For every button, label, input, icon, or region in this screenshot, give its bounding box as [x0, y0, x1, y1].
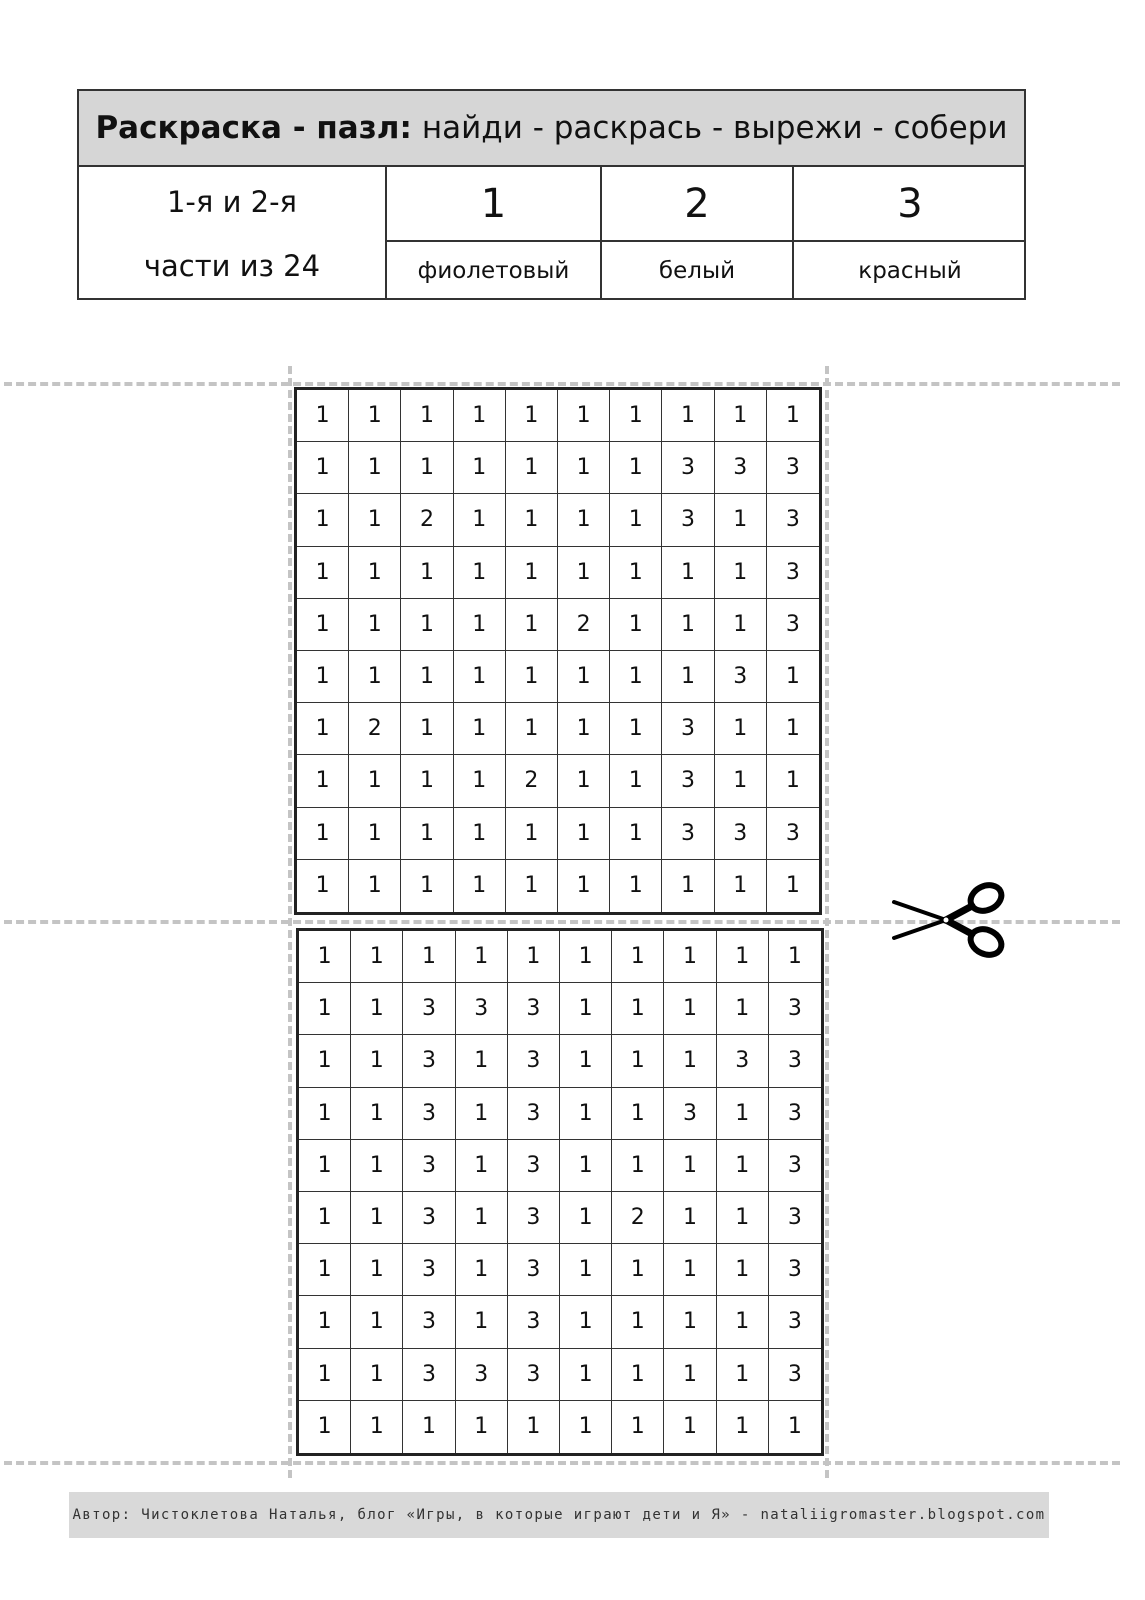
grid-cell: 1: [717, 931, 769, 983]
legend-number-3: 3: [794, 167, 1026, 242]
grid-cell: 1: [560, 1349, 612, 1401]
grid-cell: 1: [351, 1244, 403, 1296]
grid-cell: 1: [403, 1401, 455, 1453]
grid-cell: 3: [715, 808, 767, 860]
grid-cell: 3: [715, 651, 767, 703]
cut-line-right: [825, 366, 829, 1478]
grid-cell: 1: [612, 1401, 664, 1453]
grid-cell: 3: [767, 494, 819, 546]
grid-cell: 3: [767, 808, 819, 860]
grid-cell: 3: [508, 1349, 560, 1401]
grid-cell: 1: [401, 703, 453, 755]
legend-number-1: 1: [387, 167, 602, 242]
grid-cell: 1: [560, 931, 612, 983]
grid-cell: 1: [351, 1035, 403, 1087]
grid-cell: 1: [454, 703, 506, 755]
grid-cell: 3: [769, 1296, 821, 1348]
grid-cell: 1: [612, 1140, 664, 1192]
grid-cell: 3: [767, 442, 819, 494]
grid-cell: 1: [717, 1401, 769, 1453]
grid-cell: 1: [506, 860, 558, 912]
grid-cell: 1: [351, 1349, 403, 1401]
grid-cell: 1: [664, 1140, 716, 1192]
grid-cell: 1: [456, 1244, 508, 1296]
grid-cell: 1: [349, 442, 401, 494]
title-row: [79, 91, 1024, 167]
grid-cell: 3: [403, 983, 455, 1035]
grid-cell: 1: [349, 808, 401, 860]
grid-cell: 3: [403, 1349, 455, 1401]
grid-cell: 3: [403, 1140, 455, 1192]
grid-cell: 1: [767, 703, 819, 755]
grid-cell: 1: [454, 599, 506, 651]
grid-cell: 1: [612, 1035, 664, 1087]
grid-cell: 1: [560, 1296, 612, 1348]
grid-cell: 1: [787, 1414, 802, 1440]
grid-cell: 3: [715, 442, 767, 494]
grid-cell: 3: [508, 1140, 560, 1192]
grid-cell: 1: [508, 1401, 560, 1453]
grid-cell: 1: [454, 860, 506, 912]
title-bold: Раскраска - пазл:: [95, 110, 412, 146]
grid-cell: 2: [558, 599, 610, 651]
grid-cell: 1: [506, 703, 558, 755]
grid-cell: 1: [612, 931, 664, 983]
parts-cell: [79, 167, 387, 300]
grid-cell: 1: [662, 599, 714, 651]
grid-cell: 1: [610, 494, 662, 546]
grid-cell: 1: [610, 651, 662, 703]
grid-cell: 1: [454, 651, 506, 703]
grid-cell: 1: [297, 808, 349, 860]
grid-cell: 1: [297, 494, 349, 546]
grid-cell: 1: [717, 983, 769, 1035]
grid-cell: 3: [456, 1349, 508, 1401]
grid-cell: 3: [662, 703, 714, 755]
grid-cell: 3: [403, 1192, 455, 1244]
grid-cell: 1: [715, 494, 767, 546]
grid-cell: 1: [297, 599, 349, 651]
grid-cell: 3: [403, 1035, 455, 1087]
grid-cell: 1: [610, 860, 662, 912]
grid-cell: 1: [456, 1296, 508, 1348]
header-table: [77, 89, 1026, 300]
grid-cell: 1: [299, 1349, 351, 1401]
grid-cell: 1: [351, 1088, 403, 1140]
grid-cell: 1: [664, 1401, 716, 1453]
grid-cell: 2: [401, 494, 453, 546]
grid-cell: 1: [560, 1192, 612, 1244]
grid-cell: 1: [717, 1088, 769, 1140]
puzzle-grid-part-1: [294, 387, 822, 915]
grid-cell: 1: [610, 547, 662, 599]
grid-cell: 1: [299, 1296, 351, 1348]
grid-cell: 3: [508, 1192, 560, 1244]
grid-cell: 1: [717, 1244, 769, 1296]
grid-cell: 1: [456, 1140, 508, 1192]
grid-cell: 1: [558, 808, 610, 860]
grid-cell: 1: [297, 547, 349, 599]
grid-cell: 1: [662, 547, 714, 599]
puzzle-grid-part-2: [296, 928, 824, 1456]
grid-cell: 1: [558, 703, 610, 755]
grid-cell: 1: [403, 931, 455, 983]
grid-cell: 1: [610, 442, 662, 494]
grid-cell: 1: [662, 651, 714, 703]
grid-cell: 1: [767, 755, 819, 807]
grid-cell: 3: [769, 1349, 821, 1401]
grid-cell: 1: [558, 442, 610, 494]
grid-cell: 1: [664, 1244, 716, 1296]
grid-cell: 3: [662, 494, 714, 546]
grid-cell: 1: [664, 1349, 716, 1401]
grid-cell: 1: [297, 755, 349, 807]
grid-cell: 1: [664, 1296, 716, 1348]
grid-cell: 1: [299, 1140, 351, 1192]
grid-cell: 1: [299, 931, 351, 983]
grid-cell: 3: [664, 1088, 716, 1140]
title-rest: найди - раскрась - вырежи - собери: [421, 110, 1008, 146]
grid-cell: 3: [767, 599, 819, 651]
grid-cell: 1: [560, 1088, 612, 1140]
grid-cell: 1: [558, 860, 610, 912]
grid-cell: 1: [456, 1401, 508, 1453]
grid-cell: 1: [299, 1244, 351, 1296]
grid-cell: 1: [401, 390, 453, 442]
grid-cell: 1: [299, 1088, 351, 1140]
grid-cell: 3: [767, 547, 819, 599]
grid-cell: 1: [612, 1349, 664, 1401]
grid-cell: 1: [610, 755, 662, 807]
grid-cell: 1: [297, 651, 349, 703]
grid-cell: 3: [508, 1244, 560, 1296]
grid-cell: 3: [662, 808, 714, 860]
grid-cell: 3: [769, 1192, 821, 1244]
grid-cell: 1: [456, 931, 508, 983]
grid-cell: 3: [403, 1296, 455, 1348]
grid-cell: 1: [558, 494, 610, 546]
grid-cell: 1: [349, 860, 401, 912]
grid-cell: 1: [401, 808, 453, 860]
grid-cell: 3: [403, 1244, 455, 1296]
grid-cell: 1: [401, 442, 453, 494]
grid-cell: 1: [610, 808, 662, 860]
grid-cell: 1: [715, 703, 767, 755]
grid-cell: 1: [349, 599, 401, 651]
grid-cell: 3: [662, 442, 714, 494]
grid-cell: 1: [454, 808, 506, 860]
grid-cell: 3: [769, 1088, 821, 1140]
parts-line-1: 1-я и 2-я: [166, 184, 297, 219]
grid-cell: 1: [560, 1140, 612, 1192]
grid-cell: 1: [454, 755, 506, 807]
grid-cell: 1: [297, 860, 349, 912]
grid-cell: 3: [508, 1088, 560, 1140]
grid-cell: 1: [454, 547, 506, 599]
cut-line-bottom: [4, 1461, 1120, 1465]
grid-cell: 1: [456, 1035, 508, 1087]
grid-cell: 1: [610, 599, 662, 651]
parts-line-2: части из 24: [143, 248, 321, 283]
legend-number-2: 2: [602, 167, 794, 242]
grid-cell: 3: [769, 1140, 821, 1192]
grid-cell: 1: [506, 808, 558, 860]
grid-cell: 1: [456, 1088, 508, 1140]
grid-cell: 1: [767, 651, 819, 703]
grid-cell: 1: [506, 442, 558, 494]
grid-cell: 1: [401, 599, 453, 651]
grid-cell: 1: [506, 547, 558, 599]
grid-cell: 3: [403, 1088, 455, 1140]
grid-cell: 1: [299, 983, 351, 1035]
grid-cell: 3: [769, 1035, 821, 1087]
grid-cell: 1: [558, 547, 610, 599]
grid-cell: 1: [506, 599, 558, 651]
grid-cell: 1: [560, 1035, 612, 1087]
grid-cell: 1: [715, 547, 767, 599]
grid-cell: 1: [349, 755, 401, 807]
grid-cell: 1: [769, 931, 821, 983]
grid-cell: 1: [297, 442, 349, 494]
grid-cell: 1: [454, 494, 506, 546]
grid-cell: 3: [508, 1296, 560, 1348]
grid-cell: 3: [508, 983, 560, 1035]
grid-cell: 1: [454, 442, 506, 494]
grid-cell: 1: [662, 860, 714, 912]
grid-cell: 1: [664, 931, 716, 983]
grid-cell: 1: [664, 983, 716, 1035]
legend-color-2: белый: [602, 242, 794, 300]
grid-cell: 1: [401, 651, 453, 703]
grid-cell: 1: [349, 651, 401, 703]
grid-cell: 1: [612, 1088, 664, 1140]
grid-cell: 1: [664, 1192, 716, 1244]
grid-cell: 1: [506, 651, 558, 703]
grid-cell: 2: [349, 703, 401, 755]
grid-cell: 3: [508, 1035, 560, 1087]
grid-cell: 1: [299, 1035, 351, 1087]
grid-cell: 1: [767, 390, 819, 442]
grid-cell: 1: [351, 1140, 403, 1192]
grid-cell: 1: [560, 983, 612, 1035]
grid-cell: 1: [715, 599, 767, 651]
grid-cell: 1: [664, 1035, 716, 1087]
grid-cell: 1: [785, 873, 800, 899]
grid-cell: 1: [560, 1401, 612, 1453]
footer-credit: [69, 1492, 1049, 1538]
grid-cell: 1: [401, 547, 453, 599]
grid-cell: 1: [717, 1349, 769, 1401]
grid-cell: 3: [662, 755, 714, 807]
grid-cell: 1: [612, 1244, 664, 1296]
grid-cell: 3: [769, 983, 821, 1035]
grid-cell: 1: [506, 390, 558, 442]
grid-cell: 1: [401, 860, 453, 912]
grid-cell: 1: [610, 703, 662, 755]
grid-cell: 1: [351, 983, 403, 1035]
grid-cell: 1: [349, 547, 401, 599]
legend-color-1: фиолетовый: [387, 242, 602, 300]
grid-cell: 1: [349, 494, 401, 546]
grid-cell: 1: [558, 390, 610, 442]
grid-cell: 1: [351, 1296, 403, 1348]
scissors-icon: [890, 880, 1008, 960]
grid-cell: 1: [715, 860, 767, 912]
grid-cell: 1: [717, 1296, 769, 1348]
grid-cell: 1: [299, 1401, 351, 1453]
grid-cell: 1: [717, 1192, 769, 1244]
grid-cell: 1: [299, 1192, 351, 1244]
grid-cell: 1: [662, 390, 714, 442]
grid-cell: 1: [297, 703, 349, 755]
grid-cell: 1: [715, 390, 767, 442]
grid-cell: 1: [456, 1192, 508, 1244]
grid-cell: 3: [456, 983, 508, 1035]
grid-cell: 1: [506, 494, 558, 546]
grid-cell: 1: [351, 1192, 403, 1244]
grid-cell: 1: [558, 651, 610, 703]
grid-cell: 1: [558, 755, 610, 807]
grid-cell: 3: [769, 1244, 821, 1296]
grid-cell: 2: [612, 1192, 664, 1244]
footer-text: Автор: Чистоклетова Наталья, блог «Игры, в которые играют дети и Я» - nataliigromaster.blogspot.com: [72, 1507, 1046, 1523]
grid-cell: 1: [612, 1296, 664, 1348]
grid-cell: 2: [506, 755, 558, 807]
grid-cell: 1: [612, 983, 664, 1035]
grid-cell: 1: [454, 390, 506, 442]
grid-cell: 1: [715, 755, 767, 807]
grid-cell: 1: [508, 931, 560, 983]
cut-line-left: [288, 366, 292, 1478]
legend-color-3: красный: [858, 258, 962, 284]
grid-cell: 1: [560, 1244, 612, 1296]
grid-cell: 1: [610, 390, 662, 442]
cut-line-top: [4, 382, 1120, 386]
grid-cell: 1: [401, 755, 453, 807]
grid-cell: 3: [717, 1035, 769, 1087]
grid-cell: 1: [349, 390, 401, 442]
grid-cell: 1: [297, 390, 349, 442]
grid-cell: 1: [351, 1401, 403, 1453]
grid-cell: 1: [351, 931, 403, 983]
grid-cell: 1: [717, 1140, 769, 1192]
